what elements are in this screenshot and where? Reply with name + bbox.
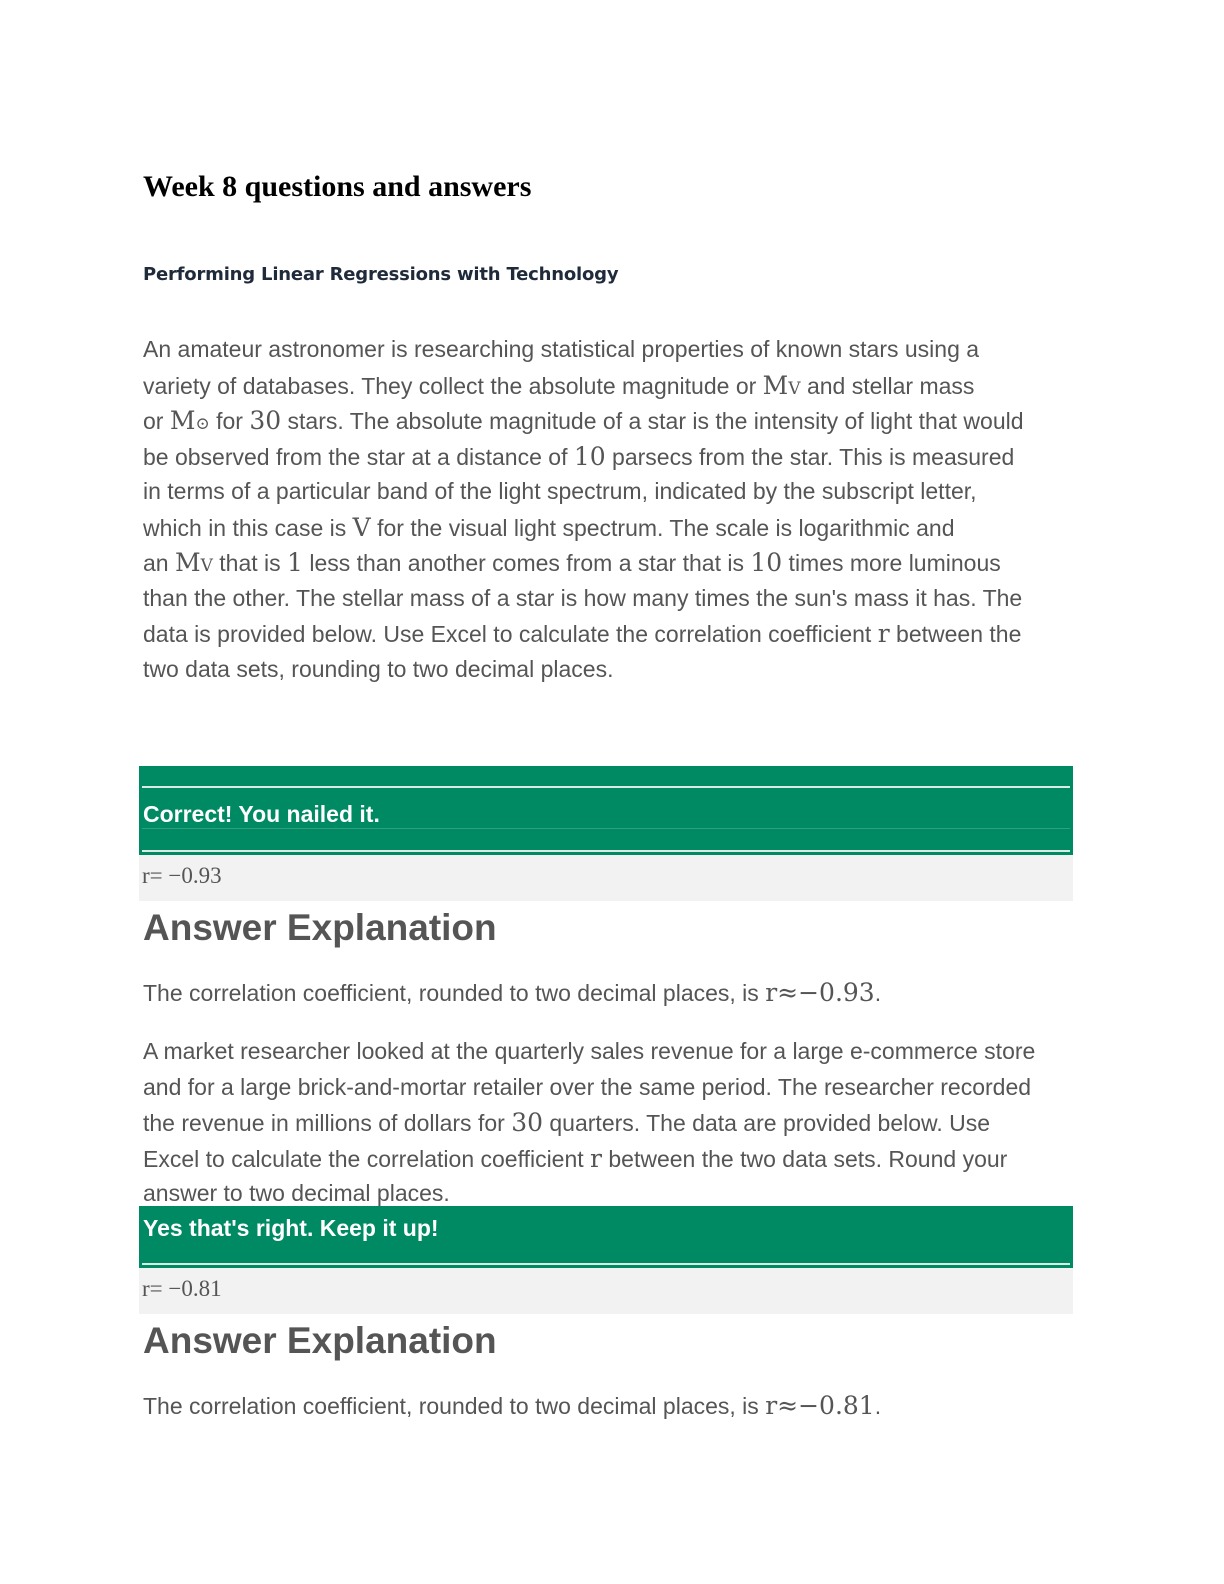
explanation-heading-1: Answer Explanation: [143, 907, 497, 948]
answer-value: −0.81: [168, 1276, 222, 1301]
math-symbol: M: [174, 548, 201, 577]
math-symbol: r: [877, 619, 890, 648]
explanation-sentence: The correlation coefficient, rounded to two decimal places, is: [143, 1393, 766, 1419]
text-run: parsecs from the star. This is measured: [605, 443, 1015, 470]
math-symbol: 1: [287, 548, 303, 577]
paragraph-line: [143, 332, 1078, 368]
math-symbol: M: [169, 406, 196, 435]
text-run: be observed from the star at a distance of: [143, 443, 574, 470]
math-symbol: 10: [750, 548, 783, 577]
paragraph-line: [143, 474, 1078, 510]
math-symbol: 10: [573, 441, 606, 471]
explanation-period: .: [874, 1393, 882, 1419]
math-symbol: V: [352, 512, 371, 542]
text-run: and for a large brick-and-mortar retailer over the same period. The researcher recorded: [143, 1073, 1032, 1100]
text-run: between the: [889, 621, 1022, 647]
text-run: for: [209, 408, 250, 434]
text-run: data is provided below. Use Excel to calculate the correlation coefficient: [143, 621, 878, 647]
paragraph-line: [143, 510, 1078, 546]
text-run: and stellar mass: [800, 372, 975, 399]
feedback-banner-1: [139, 766, 1073, 855]
answer-box-1: [139, 855, 1073, 901]
text-run: A market researcher looked at the quarterly sales revenue for a large e-commerce store: [143, 1038, 1036, 1064]
text-run: for the visual light spectrum. The scale is logarithmic and: [370, 514, 955, 541]
answer-label: r=: [142, 1276, 163, 1301]
paragraph-line: [143, 1141, 1078, 1177]
text-run: that is: [212, 550, 288, 576]
answer-2: [142, 1276, 222, 1302]
math-subscript: V: [200, 556, 213, 576]
paragraph-line: [143, 368, 1078, 404]
answer-value: −0.93: [168, 863, 222, 888]
feedback-text-1: Correct! You nailed it.: [143, 801, 380, 827]
math-subscript: ⊙: [195, 414, 210, 434]
explanation-sentence: The correlation coefficient, rounded to two decimal places, is: [143, 980, 766, 1006]
feedback-banner-2: [139, 1206, 1073, 1268]
section-heading: Performing Linear Regressions with Technology: [143, 264, 619, 285]
paragraph-line: [143, 403, 1078, 439]
paragraph-line: [143, 1105, 1078, 1141]
text-run: quarters. The data are provided below. Use: [543, 1110, 991, 1136]
feedback-text-2: Yes that's right. Keep it up!: [143, 1215, 439, 1241]
paragraph-line: [143, 545, 1078, 581]
explanation-text-2: [143, 1391, 881, 1420]
answer-label: r=: [142, 863, 163, 888]
question-2-text: [143, 1034, 1078, 1212]
text-run: than the other. The stellar mass of a star is how many times the sun's mass it has. The: [143, 584, 1023, 611]
text-run: an: [143, 550, 175, 576]
math-symbol: 30: [249, 406, 282, 435]
explanation-text-1: [143, 978, 881, 1007]
text-run: two data sets, rounding to two decimal places.: [143, 655, 614, 682]
text-run: in terms of a particular band of the light spectrum, indicated by the subscript letter,: [143, 478, 977, 504]
text-run: or: [143, 408, 170, 434]
text-run: answer to two decimal places.: [143, 1180, 450, 1206]
math-symbol: r: [590, 1143, 602, 1173]
answer-box-2: [139, 1268, 1073, 1314]
text-run: An amateur astronomer is researching statistical properties of known stars using a: [143, 336, 980, 362]
text-run: stars. The absolute magnitude of a star is the intensity of light that would: [281, 408, 1024, 434]
text-run: the revenue in millions of dollars for: [143, 1110, 512, 1136]
explanation-period: .: [874, 980, 882, 1006]
explanation-math: r≈−0.93: [765, 978, 875, 1007]
explanation-heading-2: Answer Explanation: [143, 1320, 497, 1361]
paragraph-line: [143, 616, 1078, 652]
paragraph-line: [143, 652, 1078, 688]
answer-1: [142, 863, 222, 889]
paragraph-line: [143, 581, 1078, 617]
explanation-math: r≈−0.81: [765, 1391, 875, 1420]
math-symbol: M: [762, 370, 789, 400]
document-title: Week 8 questions and answers: [143, 170, 532, 203]
paragraph-line: [143, 1070, 1078, 1106]
text-run: between the two data sets. Round your: [602, 1145, 1008, 1172]
math-symbol: 30: [511, 1108, 543, 1137]
math-subscript: V: [788, 378, 801, 399]
text-run: variety of databases. They collect the absolute magnitude or: [143, 372, 763, 399]
paragraph-line: [143, 1034, 1078, 1070]
question-1-text: [143, 332, 1078, 687]
text-run: times more luminous: [782, 550, 1001, 576]
text-run: less than another comes from a star that is: [302, 550, 751, 576]
text-run: Excel to calculate the correlation coefficient: [143, 1145, 591, 1172]
paragraph-line: [143, 439, 1078, 475]
text-run: which in this case is: [143, 514, 353, 541]
